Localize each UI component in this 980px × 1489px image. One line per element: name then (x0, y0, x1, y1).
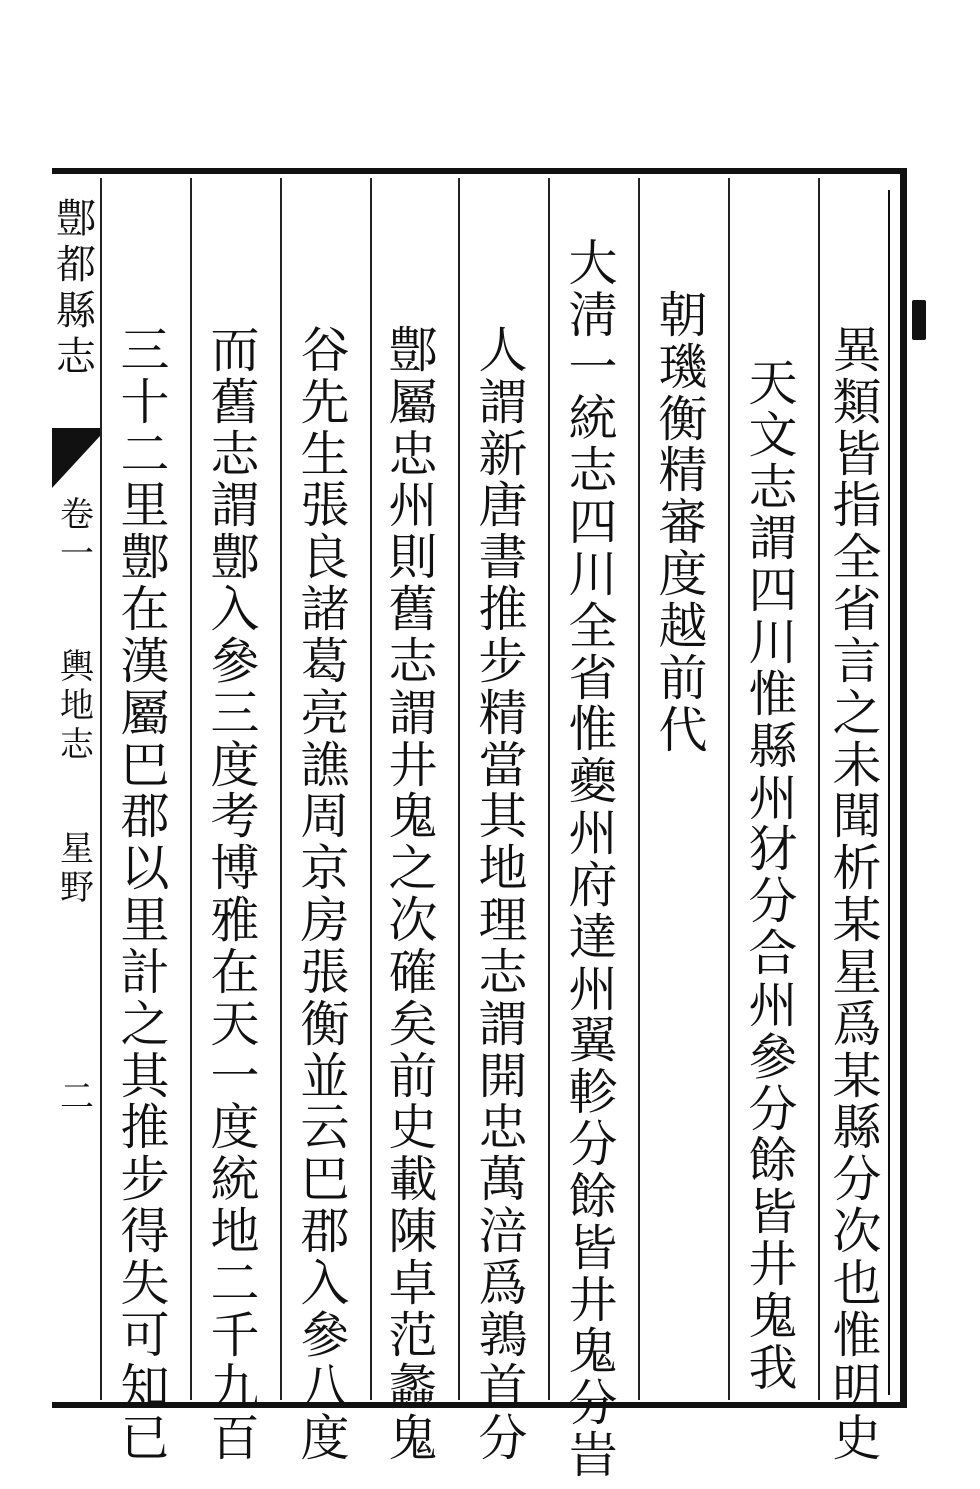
gutter-section: 輿地志 (60, 647, 94, 766)
gutter-title: 鄷都縣志 (56, 196, 96, 380)
edge-mark (912, 300, 926, 340)
gutter-volume: 卷一 (60, 495, 94, 575)
column-rule (638, 178, 640, 1400)
column-rule (190, 178, 192, 1400)
text-column-8: 而舊志謂鄷入參三度考博雅在天一度統地二千九百 (210, 322, 260, 1468)
text-column-5: 人謂新唐書推步精當其地理志謂開忠萬涪爲鶉首分 (478, 322, 528, 1468)
fishtail-mark (52, 436, 100, 488)
text-column-1: 異類皆指全省言之未聞析某星爲某縣分次也惟明史 (832, 322, 882, 1468)
column-rule (728, 178, 730, 1400)
frame-inner-rule (888, 190, 890, 1395)
column-rule (100, 178, 102, 1400)
gutter-page-number: 二 (60, 1077, 94, 1117)
text-column-4: 大淸一統志四川全省惟夔州府達州翼軫分餘皆井鬼分旹 (568, 235, 618, 1485)
gutter-subsection: 星野 (60, 829, 94, 909)
text-column-6: 鄷屬忠州則舊志謂井鬼之次確矣前史載陳卓范蠡鬼 (388, 322, 438, 1468)
column-rule (548, 178, 550, 1400)
column-rule (280, 178, 282, 1400)
text-column-3: 朝璣衡精審度越前代 (658, 287, 708, 759)
column-rule (458, 178, 460, 1400)
text-column-7: 谷先生張良諸葛亮譙周京房張衡並云巴郡入參八度 (300, 322, 350, 1468)
text-column-9: 三十二里鄷在漢屬巴郡以里計之其推步得失可知已 (120, 322, 170, 1468)
column-rule (818, 178, 820, 1400)
fishtail-bar (52, 428, 100, 436)
column-rule (370, 178, 372, 1400)
text-column-2: 天文志謂四川惟縣州犲分合州參分餘皆井鬼我 (748, 355, 798, 1397)
gutter (52, 178, 100, 1400)
